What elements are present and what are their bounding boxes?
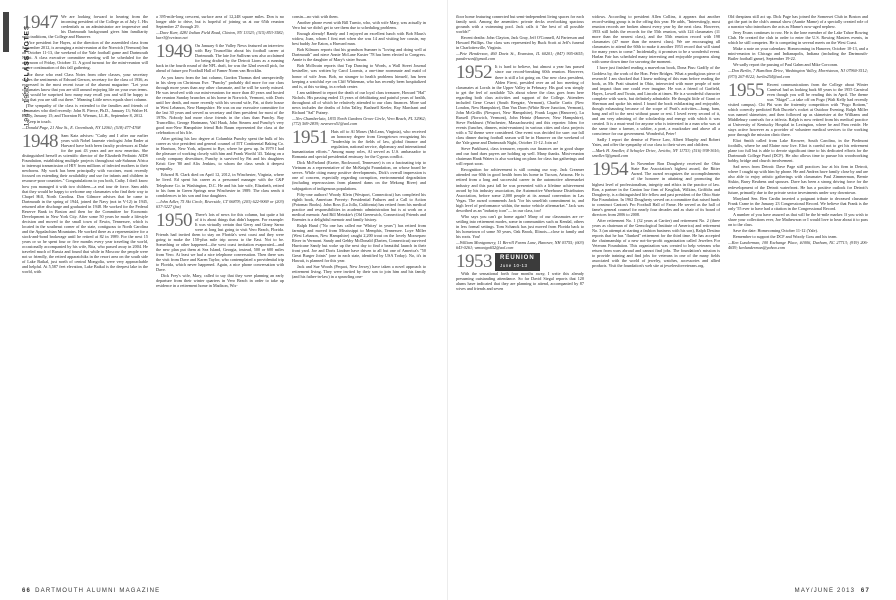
class-1953-entry bbox=[456, 253, 584, 291]
spine-tab bbox=[3, 12, 9, 52]
paragraph: I am saddened to report the death of our loyal class treasurer, Howard "Hal" Nichols. His passing ended 13 years of debilitating and painful years of health, throughout all of which he relatively attended to our class finances. More sad news includes the deaths of John Talley, Bushnell Keeler, Ray Marchant and Richard "Sal" Putney. bbox=[292, 89, 426, 115]
class-year-1952: 1952 bbox=[456, 62, 492, 84]
class-secretary-signature: —Dave Kurr, 4281 Indian Field Road, Clinton, NY 13323; (315) 853-3582; kurr3@verizon.net bbox=[156, 30, 284, 41]
paragraph: Jerry Evans continues to row. He is the lone member of the Lake Tahoe Rowing Club. He created the club in order to enter the U.S. Rowing Masters events, in which he still competes. He is competing in several meets on the West Coast. bbox=[728, 30, 868, 46]
paragraph: Jack and Sue Woods (Pequot, New Jersey) have taken a novel approach to retirement living. They were invited by their son to join him and his family (and his father-in-law) in a sprawling one- bbox=[292, 264, 426, 280]
paragraph: Recent communications from the College about Winter Carnival had us looking back 60 years to the 1955 Carnival even though you will be reading this in April. The theme was "Skigel"—a take off on Pogo (Walt Kelly had recently visited campus). Chi Phi won the fraternity competition with "Pogo Bottom," which correctly predicted Bob Ducette's rocket at Outdoor Evening. Ralph Miller was named skimeister, and then followed up as skimeister at the Williams and Middlebury carnivals for a trifecta. Ralph is now retired from his medical practice at University of Kentucky Hospital in Lexington, where he and Pam reside. He stays active however as a provider of volunteer medical services to the working poor through the mission clinic there. bbox=[728, 81, 868, 138]
class-year-1953: 1953 bbox=[456, 251, 492, 273]
paragraph: Hats off to Al Moses (McLean, Virginia), who received an honorary degree from Georgetown recognizing his "leadership in the fields of law, global finance and regulation, national service, diplomacy and international humanitarian efforts." Among many roles, Al served as U.S. ambassador to Romania and special presidential emissary for the Cyprus conflict. bbox=[292, 128, 426, 160]
paragraph: Another phone event with Bill Turnio, who, with wife Mary, was actually in Vero but we didn't get to see them due to scheduling problems. bbox=[292, 20, 426, 31]
class-year-1955: 1955 bbox=[728, 79, 764, 101]
class-secretary-signature: —Pete Henderson, 460 Davis St., Evanston, IL 60201; (847) 905-0655; panderson@gmail.com bbox=[456, 51, 584, 62]
paragraph: Steve Parkhurst, class treasurer, reports our finances are in good shape and our fund dues payers are holding up well. Many thanks. Mini-reunion chairman Hank Waters is also working on plans for class fun gatherings and will report soon. bbox=[456, 146, 584, 167]
class-year-1947: 1947 bbox=[22, 12, 58, 33]
column-3 bbox=[292, 14, 426, 280]
class-secretary-signature: —Donald Page, 21 Aloe St., E. Greenbush, NY 12061; (518) 477-4768 bbox=[22, 124, 141, 130]
paragraph: Keep in touch. bbox=[27, 118, 52, 124]
paragraph: After retirement No. 1 (32 years at Cartier) and retirement No. 2 (three years as chairman of the Gemological Institute of America) and retirement No. 3 (an attempt at starting a fashion business with his son), Ralph Destino reports that he has "flunked" retirement for the third time. He has accepted the chairmanship of a new not-for-profit organization called Jewelers For Veterans Foundation. This organization was created to help veterans who return from wars abroad and cannot find jobs. The foundation's mission is to provide training and find jobs for veterans in one of the many fields associated with the world of jewelry, watches, accessories and allied products. Visit the foundation's web site at jewelersforveterans.org. bbox=[592, 217, 720, 269]
spine-section-label: CLASS NOTES bbox=[23, 24, 31, 82]
class-secretary-signature: —John Adler, 75 Ski Circle, Riverside, CT 06878; (203) 622-9069 or (203) 637-3227 (fax) bbox=[156, 198, 284, 209]
reunion-label: REUNION bbox=[500, 255, 535, 262]
class-year-1954: 1954 bbox=[592, 159, 628, 181]
paragraph: We are looking forward to hearing from the incoming president of the College as of July 1. His credentials as an administrator are impressive and his Dartmouth background gives him familiarity with traditions, the College and Hanover. bbox=[22, 14, 148, 40]
paragraph: Old thespians still act up. Dick Page has joined the Somerset Club in Boston and got the part in the club's annual show (Auntie Mame) of a specially created role of a narrator who introduces the acts as Mame's now-aged nephew. bbox=[728, 14, 868, 30]
right-page bbox=[448, 0, 896, 600]
class-1954-entry bbox=[592, 161, 720, 268]
right-page-footer bbox=[795, 588, 874, 594]
paragraph: Fifty-one authors! Woody Klein (Westport, Connecticut) has completed his eighth book, American Poverty: Presidential Failures and a Call to Action (Potomac Books). John Ross (La Jolla, California) has retired from his medical practice and responsibilities in academic administration but is at work on a medical memoir. And Bill Meinkie's (Old Greenwich, Connecticut) Friends and Enemies is a delightful memoir and family history. bbox=[292, 191, 426, 222]
paragraph: As you know from the last column, Gordon Thomas died unexpectedly in his sleep on Christmas Eve. "Punchy" probably did more for our class through more years than any other classmate, and he will be sorely missed. He was involved with our mini-reunions for more than 40 years and hosted the reunion Sunday brunches at his home in Norwich, Vermont, with Doris until her death, and more recently with his second wife, Pat, at their house in West Lebanon, New Hampshire. He was on our executive committee for the last 30 years and served as secretary and then president for most of the 1970s. Nobody had more close friends in the class than Punchy. Ray Truncellito, George Hartmann, Vail Haak, John Stearns and Punchy's very good non-New Hampshire friend Bob Baum represented the class at the celebration of his life. bbox=[156, 74, 284, 136]
magazine-title: DARTMOUTH ALUMNI MAGAZINE bbox=[35, 588, 161, 594]
paragraph: Save the date: Homecoming October 11-12 (Yale). bbox=[733, 227, 818, 233]
reunion-date: June 10-13 bbox=[500, 263, 528, 269]
left-page-footer bbox=[22, 588, 160, 594]
paragraph: Bob Kilmarx reports that his grandson Sumner is "loving and doing well at Dartmouth" and niece Annie McLane Kuster '78 has been elected to Congress. Annie is the daughter of Mary's sister Susan. bbox=[292, 47, 426, 63]
class-year-1949: 1949 bbox=[156, 41, 192, 63]
paragraph: Sam Katz advises: "Cathy and I after our earlier years with Nobel laureate virologist John Ender at Harvard have both been faculty professors at Duke for the past 43 years and are now emeritus. She distinguished herself as scientific director of the Elizabeth Pediatric AIDS Foundation, establishing multiple projects throughout sub-Saharan Africa to interrupt transmission of HIV from millions of infected mothers to their newborns. My work has been principally with vaccines, most recently focused on extending their availability and use for infants and children in resource-poor countries." Congratulations to you both, Cathy. I don't know how you managed it with two children—a real tour de force. Sam adds that they would be happy to welcome any classmates who find their way to Chapel Hill, North Carolina. Don Gilmore advises that he came to Dartmouth in the spring of 1944, joined the Navy (not in V-12) in 1945, returned after discharge and graduated in 1948. He worked for the Federal Reserve Bank in Boston and then for the Committee for Economic Development in New York City. After some 50 years he made a lifestyle decision and moved to the small town of Erwin, Tennessee, which is located in the southeast corner of the state, contiguous to North Carolina and the Appalachian Mountains. He worked there as a representative for a stock-and-bond brokerage until he retired at 82 in 1989. For the next 15 years or so he spent four or five months every year traveling the world, occasionally accompanied by his wife, Rita, who passed away in 2004. He traveled much of Russia and found that while in Moscow the people were not so friendly, the retired apparatchiks in the resort area on the south side of Lake Baikal, just north of central Mongolia, were very approachable and helpful. At 5,587 feet elevation, Lake Baikal is the deepest lake in the world, with bbox=[22, 133, 148, 275]
page-number: 66 bbox=[22, 588, 32, 594]
class-secretary-signature: —Don Berlin, 7 Hamilton Drive, Washington Valley, Morristown, NJ 07960-3512; (973) 267-8122; berlin254@aol.com bbox=[728, 68, 868, 79]
column-4 bbox=[456, 14, 584, 292]
class-1951-entry bbox=[292, 126, 426, 280]
column-1 bbox=[22, 14, 148, 275]
class-secretary-signature: —Ken Lunderman, 100 Exchange Place, #1006, Durham, NC 27713; (919) 206-4659; kenlunderman@yahoo.com bbox=[728, 239, 868, 251]
class-secretary-signature: —Mark H. Smoller, 4 Schuyler Drive, Jericho, NY 11753; (516) 938-3616; smoller3@gmail.com bbox=[592, 148, 720, 159]
paragraph: Recognition for achievement is still coming our way. Jack Creamer attended our 60th in good health from his home in Tucson, Arizona. He is retired from a long and successful career in the automotive aftermarket industry and this past fall he was presented with a lifetime achievement award by his industry association, the Automotive Warehouse Distributors Association, before some 2,000 people at its annual convention in Las Vegas. The award commends Jack "for his unselfish commitment to, and high level of performance within, the motor vehicle aftermarket." Jack was described as an "industry icon"— in our class, too! bbox=[456, 167, 584, 213]
class-1950-entry bbox=[156, 209, 284, 289]
paragraph: widows. According to president Allen Collins, it appears that another record-setting group is in the offing this year. He adds, "Interestingly, most reunion records are broken almost every year by the next class. However, 1953 still holds the records for the 55th reunion, with 124 classmates (11 more than the nearest class), and the 55th reunion record with 198 classmates (47 more than the nearest class). We are encouraging all classmates to attend the 60th to make it another 1953 record that will stand for many years to come." Incidentally, it promises to be a wonderful event. Harlan Fair has scheduled many interesting and enjoyable programs along with some down time for savoring the moment. bbox=[592, 14, 720, 65]
class-1947-entry bbox=[22, 14, 148, 130]
page-number: 67 bbox=[860, 588, 870, 594]
class-1948-entry bbox=[22, 133, 148, 274]
paragraph: Sadly I report the demise of Pierce Law, Albert Murphy and Robert Yates, and offer the sympathy of our class to their wives and children. bbox=[592, 137, 720, 148]
reunion-badge bbox=[495, 253, 540, 271]
paragraph: consin—no visit with them. bbox=[292, 14, 339, 19]
class-secretary-signature: —Nev Chamberlain, 1835 North Gardens Grove Circle, Vero Beach, FL 32962; (772) 569-2839; nevnvero51@aol.com bbox=[292, 115, 426, 126]
paragraph: Who says you can't go home again? Many of our classmates are re-settling into retirement modes, some in communities such as Kendal, others in less formal settings. Tom Schanck has just moved from Florida back to his hometown of some 50 years, Oak Brook, Illinois—close to family and his roots. You! bbox=[456, 213, 584, 239]
class-secretary-signature: —William Montgomery, 11 Berrill Farms Lane, Hanover, NH 03755; (603) 643-0261; wmontgo652@aol.com bbox=[456, 240, 584, 251]
paragraph: There's lots of news for this column, but quite a bit of it is about things that didn't happen. For example: It was virtually certain that Gerry and Ginny Sarno were at long last going to visit Vero Beach, Florida. Friends had invited them to stay on Florida's west coast and they were going to make the 150-plus mile trip across to the East. Not to be. Something or other happened—the west coast invitation evaporated—and the new plan put them at Sea Island, Georgia, instead, 500 or 600 miles from Vero. At least we had a nice telephone conversation. Then there was the visit from Dave and Karen Taylor, who contemplated a providential trip to Florida, which never happened. Again, a nice phone conversation with Dave. bbox=[156, 211, 284, 273]
paragraph: Sad news from Detroit: Dave Page still practices law at his firm in Detroit, where I caught up with him by phone. He and Andrea have family close by and are also able to enjoy artistic gatherings with classmates Paul Zimmerman, Bernie Siskin, Barry Reubens and spouses. Dave has been a strong driving force for the redevelopment of the Detroit waterfront. He has a positive outlook for Detroit's future, primarily due to the private sector investments under way downtown. bbox=[728, 164, 868, 195]
paragraph: On January 6 the Valley News featured an interview with Ray Truncellito about his football career at Dartmouth. The late Joe Sullivan was also acclaimed for being drafted by the Detroit Lions as a running back in the fourth round of the NFL draft, for was the 32nd overall pick, far ahead of future pro Football Hall of Famer Norm van Brocklin. bbox=[156, 43, 284, 74]
paragraph: Ralph Hand ("No one has called me 'Whitey' in years") has retired from farming and moved from Mississippi to Memphis, Tennessee. Loye Miller (West Lebanon, New Hampshire) caught 2,200 trout on the lovely Moosepaw River in Vermont. Sandy and Gebby McDonald (Darien, Connecticut) survived Hurricane Sandy but woke up the next day to find a beautiful launch in their front yard. Joe and Doris Lindner have driven to all but one of America's "50 Great Burger Joints" (one in each state, identified by USA Today). No, it's in Hawaii, is planned for this year. bbox=[292, 222, 426, 264]
paragraph: We sadly report the passing of Paul Gahm and Mike Corcoran. bbox=[733, 62, 839, 68]
column-5 bbox=[592, 14, 720, 269]
paragraph: Edward R. Clark died on April 12, 2012, in Winchester, Virginia, where he lived. Ed spent his career as a personnel manager with the C&P Telephone Co. in Washington, D.C. He and his late wife, Elizabeth, retired to his farm in Green Springs near Winchester in 1989. The class sends it condolences to his son and four daughters. bbox=[156, 172, 284, 198]
class-1952-entry bbox=[456, 64, 584, 250]
class-1955-entry bbox=[728, 79, 868, 251]
paragraph: I have just finished reading a marvelous book, Dona Pius: Gadfly of the Goddess by, the work of the Hon. Peter Bridges. What a prodigious piece of research! I am shocked that I knew nothing of this man before reading the book, as Mr. Pratt situated in Ohio, intersected with more people of note and impact than one could ever imagine. He was a friend of Garfield, Hayes, Lowell and Twain, and Lincoln at times. He is a wonderful character complete with warts, but definitely admirable. He thought little of Grant or Sherman and spoke his mind. I found the book exhilarating and enjoyable, though exhausting because of the scope of Pratt's activities—bang, bam, bang and off to the next without pause or rest. I loved every second of it, and am very admiring of the scholarship and energy with which it was created. It is a must-read for anyone who is interested in a man who was at the same time a farmer, a soldier, a poet, a muckraker and above all a conscience for our government. Wonderful, Peter! bbox=[592, 65, 720, 137]
page-spine-label bbox=[0, 6, 31, 127]
paragraph: A number of you have assured us that will be the bi-mile marker. If you wish to share your collections ever, Joe Mathewson or I would love to hear about it to pass on to the class. bbox=[728, 211, 868, 227]
paragraph: Dick McFarland (Exeter, Rockwood, Tennessee) is on a fascinating trip to Vietnam as a representative of the McKnight Foundation, on whose board he serves. While citing many positive developments, Dick's overall impression is one of concern, especially regarding corruption, environmental degradation (including repercussions from planned dams on the Mekong River) and subjugation of indigenous populations. bbox=[292, 160, 426, 191]
paragraph: Recent deaths: John Clayton, Jack Gray, Jeff O'Connell, Al Parterson and Howard Phillips. Our class was represented by Buck Scott at Jeff's funeral in Charlottesville, Virginia. bbox=[456, 35, 584, 51]
paragraph: In November Ron Dougherty received the Ohio State Bar Association's highest award, the Ritter Award. The award recognizes the accomplishments of the honoree in attaining and promoting the highest level of professionalism, integrity and ethics in the practice of law. Ron, a partner in the Canton law firm of Krugliak, Wilkins, Griffiths and Dougherty, is a distinguished life fellow and past president of the Ohio State Bar Foundation. In 1962 Dougherty served on a committee that raised funds to construct Canton's Pro Football Hall of Fame. He served as the hall of fame's general counsel for nearly four decades and as chair of its board of directors from 2006 to 2008. bbox=[592, 161, 721, 217]
class-1949-entry bbox=[156, 43, 284, 209]
column-2 bbox=[156, 14, 284, 289]
paragraph: a 395-mile-long crescent, surface area of 12,248 square miles. Don is no longer able to drive, but is hopeful of joining us at our 65th reunion September 27 through 29. bbox=[156, 14, 284, 30]
class-year-1950: 1950 bbox=[156, 209, 192, 231]
paragraph: Remember to support the DCF and Woody Goss and his team. bbox=[733, 233, 838, 239]
column-6 bbox=[728, 14, 868, 253]
issue-date: MAY/JUNE 2013 bbox=[794, 588, 856, 594]
paragraph: Dick Frey's wife, Mary, called to say that they were planning an early departure from their winter quarters in Vero Beach in order to take up residence in a retirement home in Madison, Wis- bbox=[156, 273, 284, 289]
paragraph: After getting his law degree at Columbia Punchy spent the bulk of his career as vice president and general counsel of ITT Continental Baking Co. in Harrison, New York, adjacent to Rye, where he grew up. In 1979 I had the pleasure of working closely with him and Frank Worthl '43. Taking on a costly company divestiture, Punchy is survived by Pat and his daughters Kristi Gee '80 and Alix Jenkins, to whom the class sends it deepest sympathy. bbox=[156, 136, 284, 172]
paragraph: Vice president Joe Hayes, at the direction of the assembled class from September 2012, is arranging a mini-reunion at the Norwich (Vermont) Inn on October 11-13, the weekend of the Yale football game and Dartmouth Night. A class executive committee meeting will be scheduled for the afternoon of Friday, October 11. A good turnout for the mini-reunion will assure continuation of this fall gathering. bbox=[22, 40, 148, 71]
paragraph: It is hard to believe, but almost a year has passed since our record-breaking 60th reunion. However, there is still a lot going on. Our new class president, Alden Fierst, presided over an ad hoc meeting of classmates at Lorals in the Upper Valley in February. His goal was simply to get the feel of available '52s about where the class goes from here regarding both class activities and support of the College. Attendees included Gene Cesari (South Reegate, Vermont), Charlie Curtis (New London, New Hampshire), Dan Van Dorn (White River Junction, Vermont), John McGrillis (Newport, New Hampshire), Frank Logan (Hanover), Lu Russell (Norwich, Vermont), John Heintz (Hanover, New Hampshire), Steve Parkhurst (Winchester, Massachusetts) and this reporter. Ideas for events (lunches, dinners, mini-reunions) in various cities and class projects with a '52 theme were considered. One event was decided for sure: our fall class dinner during football season will be in Hanover on the weekend of the Yale game and Dartmouth Night, October 11-12. Join us! bbox=[456, 64, 584, 146]
paragraph: Eliot Smith called from Lake Keowee, South Carolina, in the Piedmont foothills, where he and Elaine now live. Eliot is careful not to get his retirement plane too full but is able to devote significant time to his dedicated efforts for the Dartmouth College Fund (DCF). He also allows time to pursue his woodworking hobby, bridge and church involvement. bbox=[728, 138, 868, 164]
paragraph: floor home featuring connected but semi-independent living spaces for each family unit. Among the amenities: private decks overlooking spacious grounds with a swimming pool. Jack calls it "the best of all possible worlds!" bbox=[456, 14, 584, 35]
class-year-1951: 1951 bbox=[292, 126, 328, 148]
paragraph: Bob McIlwain reports that Top Dancing to Words, a Wall Street Journal bestseller, was written by Carol Loomis, a one-time roommate and maid of honor of wife Jean. Bob, no stranger to health problems himself, has been keeping a watchful eye on Cliff Whiteman, who has recently been hospitalized and is, at this writing, in a rehab center. bbox=[292, 63, 426, 89]
paragraph: The sympathy of the class is extended to the families and friends of classmates who died recently: John R. Pierce, Ph.D., January 13; Walter H. Reilly, January 15; and Thornton B. Wierum, LL.B., September 8, 2012. bbox=[22, 102, 148, 118]
spine-years: 1947–1955 bbox=[23, 84, 31, 127]
paragraph: Maryland Sen. Ben Cardin inserted a poignant tribute to deceased classmate Frank Crane in the January 23 Congressional Record. We believe that Frank is the only '55 ever to have had a citation in the Congressional Record. bbox=[728, 195, 868, 211]
paragraph: Enough already! Randy and I enjoyed an excellent lunch with Bob Maus's widow, Joan, whom I first met when she was 14 and visiting her cousin, my best buddy Joe Eaton, a Harvard man. bbox=[292, 31, 426, 47]
paragraph: For those who read Class Notes from other classes, your secretary shares the sentiments of Edward Gerson, secretary for the class of 1936, as expressed in the most recent issue of the alumni magazine: "Let your classmates know that you are still around enjoying life on your own terms. You would be surprised how many may recall you and will be happy to hear that you are still out there." Meaning Little news equals short column. bbox=[22, 71, 148, 102]
class-year-1948: 1948 bbox=[22, 131, 58, 153]
paragraph: With the sensational forth four months away, I write this already presuming outstanding attendance. So far David Siegal reports that 120 alums have indicated that they are planning to attend, accompanied by 87 wives and friends and seven bbox=[456, 271, 584, 292]
paragraph: Make a note on your calendars: Homecoming in Hanover, October 10-13, and a mini-reunion in Chicago and Indianapolis, Indiana (including the Dartmouth-Butler football game), September 19-22. bbox=[728, 46, 868, 62]
